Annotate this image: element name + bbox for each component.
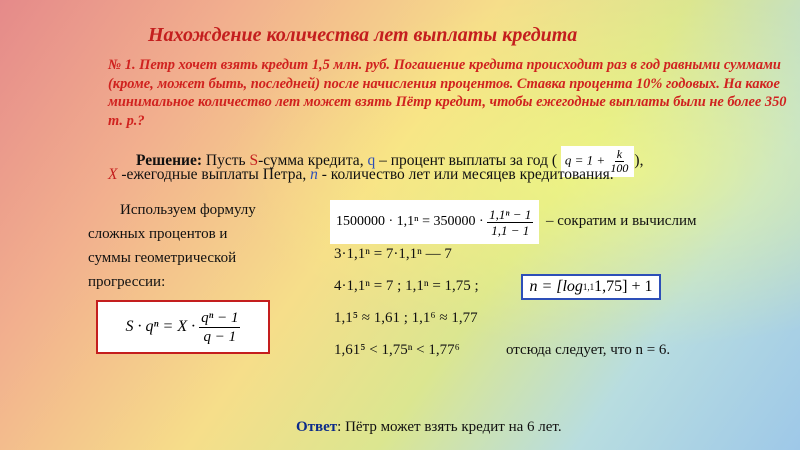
solution-text-b: -сумма кредита, (258, 152, 364, 170)
step-3: 1,1⁵ ≈ 1,61 ; 1,1⁶ ≈ 1,77 (334, 310, 478, 326)
answer-text: : Пётр может взять кредит на 6 лет. (337, 419, 562, 435)
explanation-line-1: Используем формулу (120, 202, 256, 218)
q-formula-lhs: q = 1 + (564, 152, 606, 168)
problem-text: Петр хочет взять кредит 1,5 млн. руб. Погашение кредита происходит раз в год равными суммами (кроме, может быть, последней) после начисления процентов. Ставка процента 10% годовых. На какое минимальное количество лет может взять Пётр кредит, чтобы ежегодные выплаты были не более 350 т. р.? (108, 57, 787, 129)
eq1-fraction (487, 207, 533, 238)
eq1-lhs: 1500000 · 1,1ⁿ = 350000 · (336, 214, 484, 229)
compound-interest-formula (96, 300, 270, 354)
s-formula-lhs: S · qⁿ = X · (125, 318, 196, 335)
solution-text-a: Пусть (205, 152, 246, 170)
log-formula-rhs: 1,75] + 1 (594, 278, 653, 295)
problem-statement (108, 56, 788, 130)
solution-text-d: -ежегодные выплаты Петра, (121, 166, 307, 183)
solution-text-e: - количество лет или месяцев кредитования. (321, 166, 614, 183)
explanation-line-2: сложных процентов и (88, 226, 228, 242)
main-equation (330, 200, 539, 244)
var-s: S (249, 152, 259, 170)
eq1-comment: – сократим и вычислим (546, 213, 697, 229)
formula-explanation (88, 198, 298, 294)
s-formula-num: qⁿ − 1 (201, 309, 239, 326)
eq1-den: 1,1 − 1 (491, 222, 530, 238)
slide-title: Нахождение количества лет выплаты кредита (148, 24, 578, 46)
var-n: n (310, 166, 318, 183)
problem-number: № 1. (108, 57, 136, 73)
step-2: 4·1,1ⁿ = 7 ; 1,1ⁿ = 1,75 ; (334, 278, 479, 294)
eq1-num: 1,1ⁿ − 1 (489, 206, 532, 222)
s-formula-fraction (199, 309, 240, 346)
step-4: 1,61⁵ < 1,75ⁿ < 1,77⁶ (334, 342, 460, 358)
answer-label: Ответ (296, 419, 338, 435)
log-formula-base: 1,1 (582, 282, 595, 292)
conclusion: отсюда следует, что n = 6. (506, 342, 671, 358)
solution-label: Решение: (136, 152, 203, 170)
q-formula-num: k (616, 147, 623, 161)
answer (296, 419, 562, 436)
s-formula-den: q − 1 (203, 328, 237, 345)
solution-line-2 (108, 166, 614, 184)
var-q: q (367, 152, 376, 170)
solution-text-c: – процент выплаты за год ( (379, 152, 557, 170)
q-formula-den: 100 (610, 161, 629, 175)
explanation-line-3: суммы геометрической (88, 250, 237, 266)
var-x: X (108, 166, 118, 183)
solution-text-end: ), (634, 152, 644, 170)
log-formula-lhs: n = [log (529, 278, 583, 295)
explanation-line-4: прогрессии: (88, 274, 166, 290)
log-formula (521, 274, 661, 300)
step-1: 3·1,1ⁿ = 7·1,1ⁿ — 7 (334, 246, 452, 262)
